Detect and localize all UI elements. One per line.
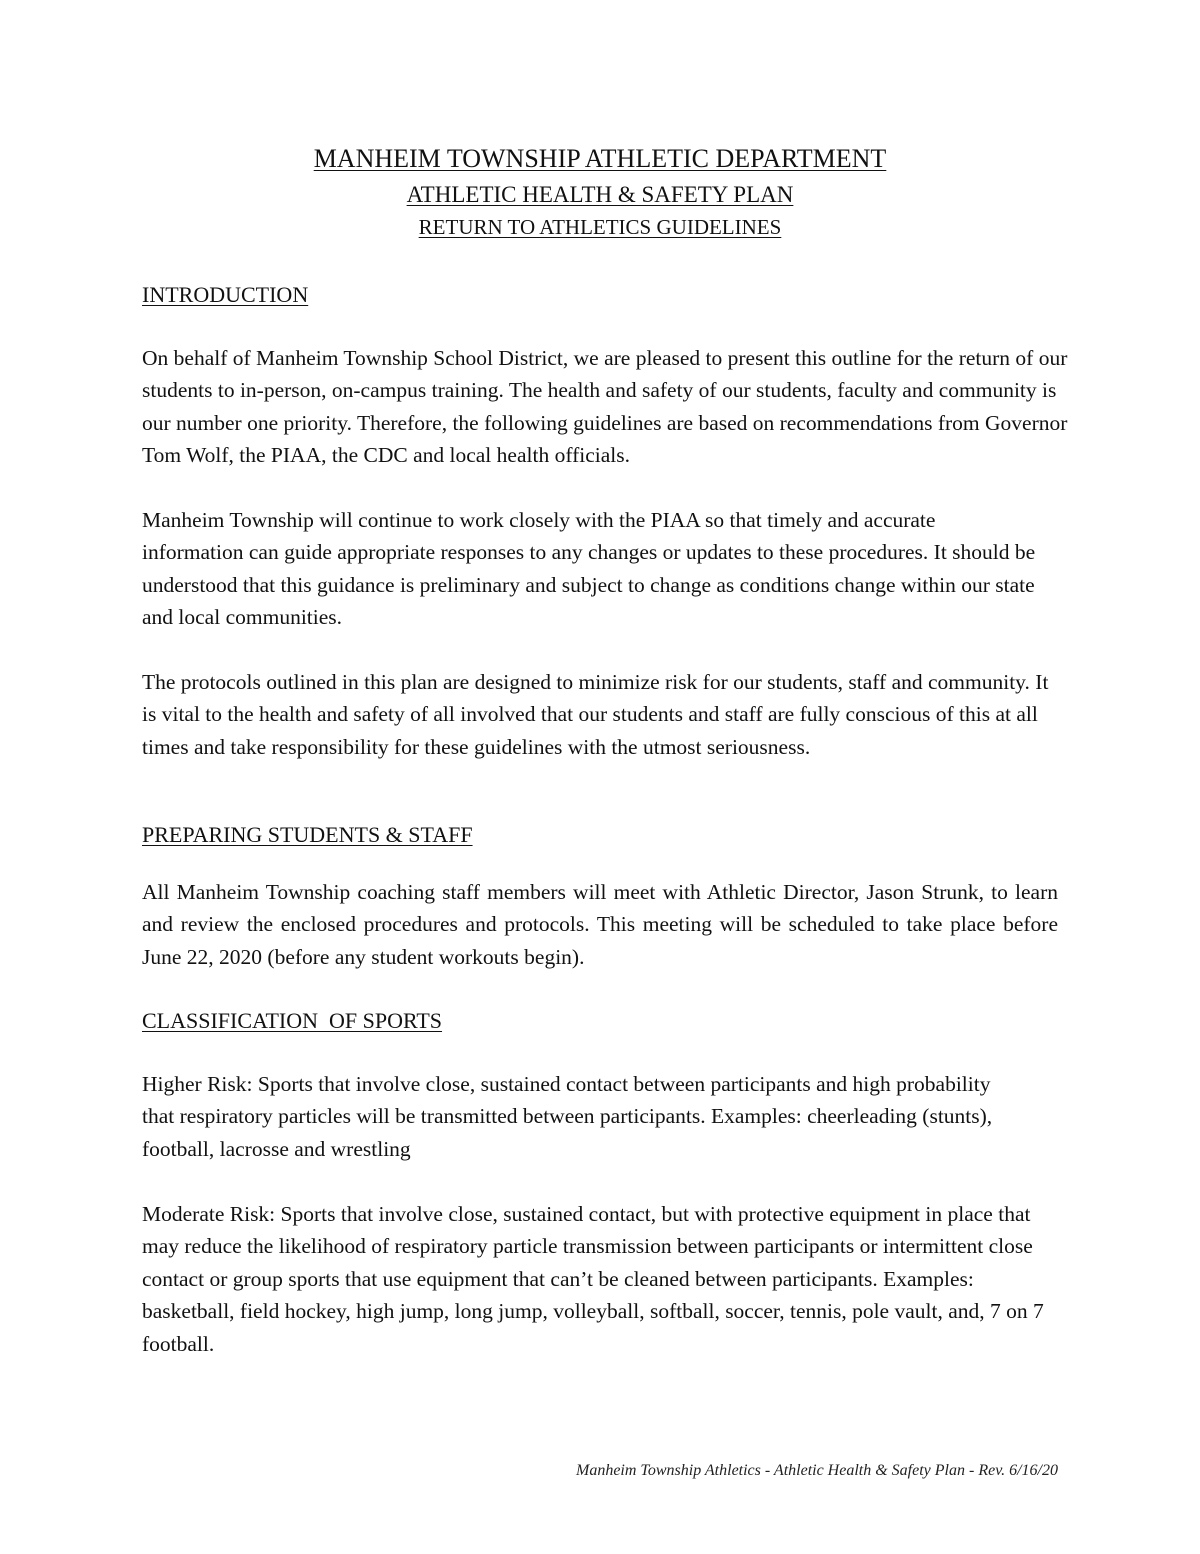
document-title: MANHEIM TOWNSHIP ATHLETIC DEPARTMENT bbox=[313, 144, 887, 173]
introduction-paragraph-2: Manheim Township will continue to work closely with the PIAA so that timely and accurate information can guide appropriate responses to any changes or updates to these procedures. It should be understood that this guidance is preliminary and subject to change as conditions change within our state and local communities. bbox=[142, 508, 1036, 630]
classification-heading: CLASSIFICATION OF SPORTS bbox=[142, 1008, 443, 1033]
document-subtitle: ATHLETIC HEALTH & SAFETY PLAN bbox=[406, 182, 794, 207]
document-subtitle-2: RETURN TO ATHLETICS GUIDELINES bbox=[418, 215, 782, 239]
moderate-risk-paragraph: Moderate Risk: Sports that involve close, sustained contact, but with protective equipment in place that may reduce the likelihood of respiratory particle transmission between participants or intermittent close contact or group sports that use equipment that can’t be cleaned between participants. Examples: basketball, field hockey, high jump, long jump, volleyball, softball, soccer, tennis, pole vault, and, 7 on 7 football. bbox=[142, 1202, 1044, 1356]
preparing-paragraph: All Manheim Township coaching staff members will meet with Athletic Director, Jason Strunk, to learn and review the enclosed procedures and protocols. This meeting will be scheduled to take place before June 22, 2020 (before any student workouts begin). bbox=[142, 880, 1058, 969]
preparing-heading: PREPARING STUDENTS & STAFF bbox=[142, 822, 473, 847]
title-block bbox=[0, 140, 1200, 243]
page-footer: Manheim Township Athletics - Athletic Health & Safety Plan - Rev. 6/16/20 bbox=[575, 1462, 1058, 1479]
introduction-paragraph-3: The protocols outlined in this plan are designed to minimize risk for our students, staff and community. It is vital to the health and safety of all involved that our students and staff are fully conscious of this at all times and take responsibility for these guidelines with the utmost seriousness. bbox=[142, 670, 1049, 759]
introduction-heading: INTRODUCTION bbox=[142, 282, 309, 307]
higher-risk-paragraph: Higher Risk: Sports that involve close, sustained contact between participants and high probability that respiratory particles will be transmitted between participants. Examples: cheerleading (stunts), football, lacrosse and wrestling bbox=[142, 1072, 993, 1161]
introduction-paragraph-1: On behalf of Manheim Township School District, we are pleased to present this outline for the return of our students to in-person, on-campus training. The health and safety of our students, faculty and community is our number one priority. Therefore, the following guidelines are based on recommendations from Governor Tom Wolf, the PIAA, the CDC and local health officials. bbox=[142, 346, 1068, 468]
